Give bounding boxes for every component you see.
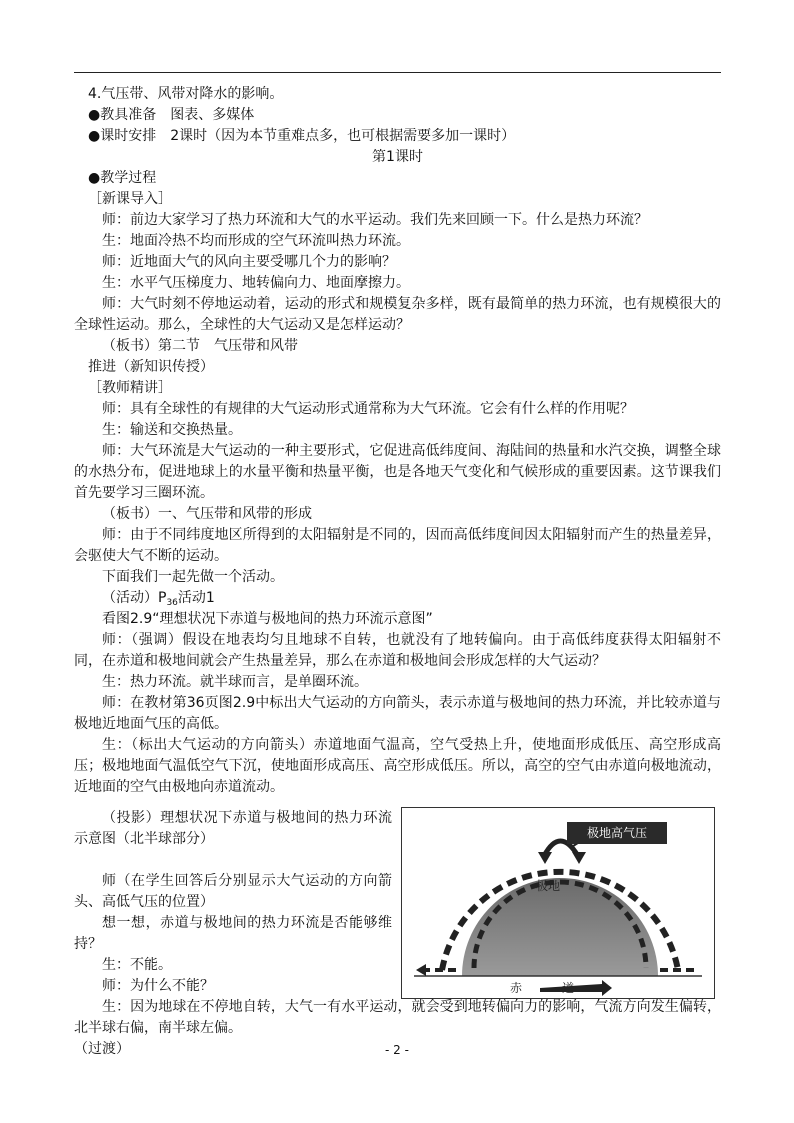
dialogue-line: 师：在教材第36页图2.9中标出大气运动的方向箭头，表示赤道与极地间的热力环流，并比较赤道与极地近地面气压的高低。: [74, 695, 721, 732]
section-teacher-lecture: ［教师精讲］: [88, 380, 172, 396]
teaching-aids: ●教具准备 图表、多媒体: [88, 107, 255, 123]
projection-note: （投影）理想状况下赤道与极地间的热力环流示意图（北半球部分）: [74, 810, 392, 847]
objective-4: 4.气压带、风带对降水的影响。: [88, 86, 284, 102]
dialogue-line: 生：水平气压梯度力、地转偏向力、地面摩擦力。: [102, 275, 410, 291]
dialogue-line: 师：前边大家学习了热力环流和大气的水平运动。我们先来回顾一下。什么是热力环流？: [102, 212, 648, 228]
figure-side-text: [74, 798, 392, 997]
dialogue-line: 师：（强调）假设在地表均匀且地球不自转，也就没有了地转偏向。由于高低纬度获得太阳辐射不同，在赤道和极地间就会产生热量差异，那么在赤道和极地间会形成怎样的大气运动？: [74, 632, 721, 669]
activity-line: [74, 588, 721, 609]
transition-note: （过渡）: [74, 1041, 130, 1057]
dialogue-line: 想一想，赤道与极地间的热力环流是否能够维持？: [74, 915, 392, 952]
dialogue-line: 生：输送和交换热量。: [102, 422, 242, 438]
arrow-head: [538, 852, 552, 864]
arrow-head: [572, 852, 586, 864]
dialogue-line: 师：大气时刻不停地运动着，运动的形式和规模复杂多样，既有最简单的热力环流，也有规模很大的全球性运动。那么，全球性的大气运动又是怎样运动？: [74, 296, 721, 333]
polar-high-label: 极地高气压: [567, 822, 667, 844]
document-body: [74, 84, 721, 1060]
figure-reference: 看图2.9“理想状况下赤道与极地间的热力环流示意图”: [102, 611, 433, 627]
thermal-circulation-diagram: [401, 807, 715, 999]
dialogue-line: 生：因为地球在不停地自转，大气一有水平运动，就会受到地转偏向力的影响，气流方向发生偏转，北半球右偏，南半球左偏。: [74, 999, 721, 1036]
lesson-schedule: ●课时安排 2课时（因为本节重难点多，也可根据需要多加一课时）: [88, 128, 516, 144]
page-number: - 2 -: [385, 1043, 409, 1057]
equator-label-2: 道: [562, 981, 575, 995]
activity-page-sub: 36: [166, 598, 178, 608]
dialogue-line: 师：由于不同纬度地区所得到的太阳辐射是不同的，因而高低纬度间因太阳辐射而产生的热量差异，会驱使大气不断的运动。: [74, 527, 721, 564]
equator-label-1: 赤: [510, 981, 523, 995]
dialogue-line: 师（在学生回答后分别显示大气运动的方向箭头、高低气压的位置）: [74, 873, 392, 910]
lesson-title: 第1课时: [372, 149, 423, 165]
section-advance: 推进（新知识传授）: [88, 359, 214, 375]
polar-label: 极地: [536, 879, 561, 893]
dialogue-line: 生：地面冷热不均而形成的空气环流叫热力环流。: [102, 233, 410, 249]
dialogue-line: 师：大气环流是大气运动的一种主要形式，它促进高低纬度间、海陆间的热量和水汽交换，调整全球的水热分布，促进地球上的水量平衡和热量平衡，也是各地天气变化和气候形成的重要因素。这节课我们首先要学习三圈环流。: [74, 443, 721, 501]
equator-pointer-arrow: [540, 980, 612, 996]
section-new-lesson-intro: ［新课导入］: [88, 191, 172, 207]
activity-label: （活动）P: [102, 590, 167, 606]
activity-name: 活动1: [177, 590, 215, 606]
blackboard-note: （板书）第二节 气压带和风带: [102, 338, 298, 354]
activity-intro: 下面我们一起先做一个活动。: [102, 569, 284, 585]
dialogue-line: 生：（标出大气运动的方向箭头）赤道地面气温高，空气受热上升，使地面形成低压、高空形成高压；极地地面气温低空气下沉，使地面形成高压、高空形成低压。所以，高空的空气由赤道向极地流动，近地面的空气由极地向赤道流动。: [74, 737, 721, 795]
dialogue-line: 师：具有全球性的有规律的大气运动形式通常称为大气环流。它会有什么样的作用呢？: [102, 401, 634, 417]
header-rule: [74, 72, 721, 73]
dialogue-line: 生：不能。: [102, 957, 172, 973]
dialogue-line: 生：热力环流。就半球而言，是单圈环流。: [102, 674, 368, 690]
arrow-head: [416, 964, 426, 976]
dialogue-line: 师：为什么不能？: [102, 978, 214, 994]
section-teaching-process: ●教学过程: [88, 170, 157, 186]
circulation-svg: [402, 808, 714, 998]
dialogue-line: 师：近地面大气的风向主要受哪几个力的影响？: [102, 254, 396, 270]
blackboard-note: （板书）一、气压带和风带的形成: [102, 506, 312, 522]
figure-section: [74, 798, 721, 997]
